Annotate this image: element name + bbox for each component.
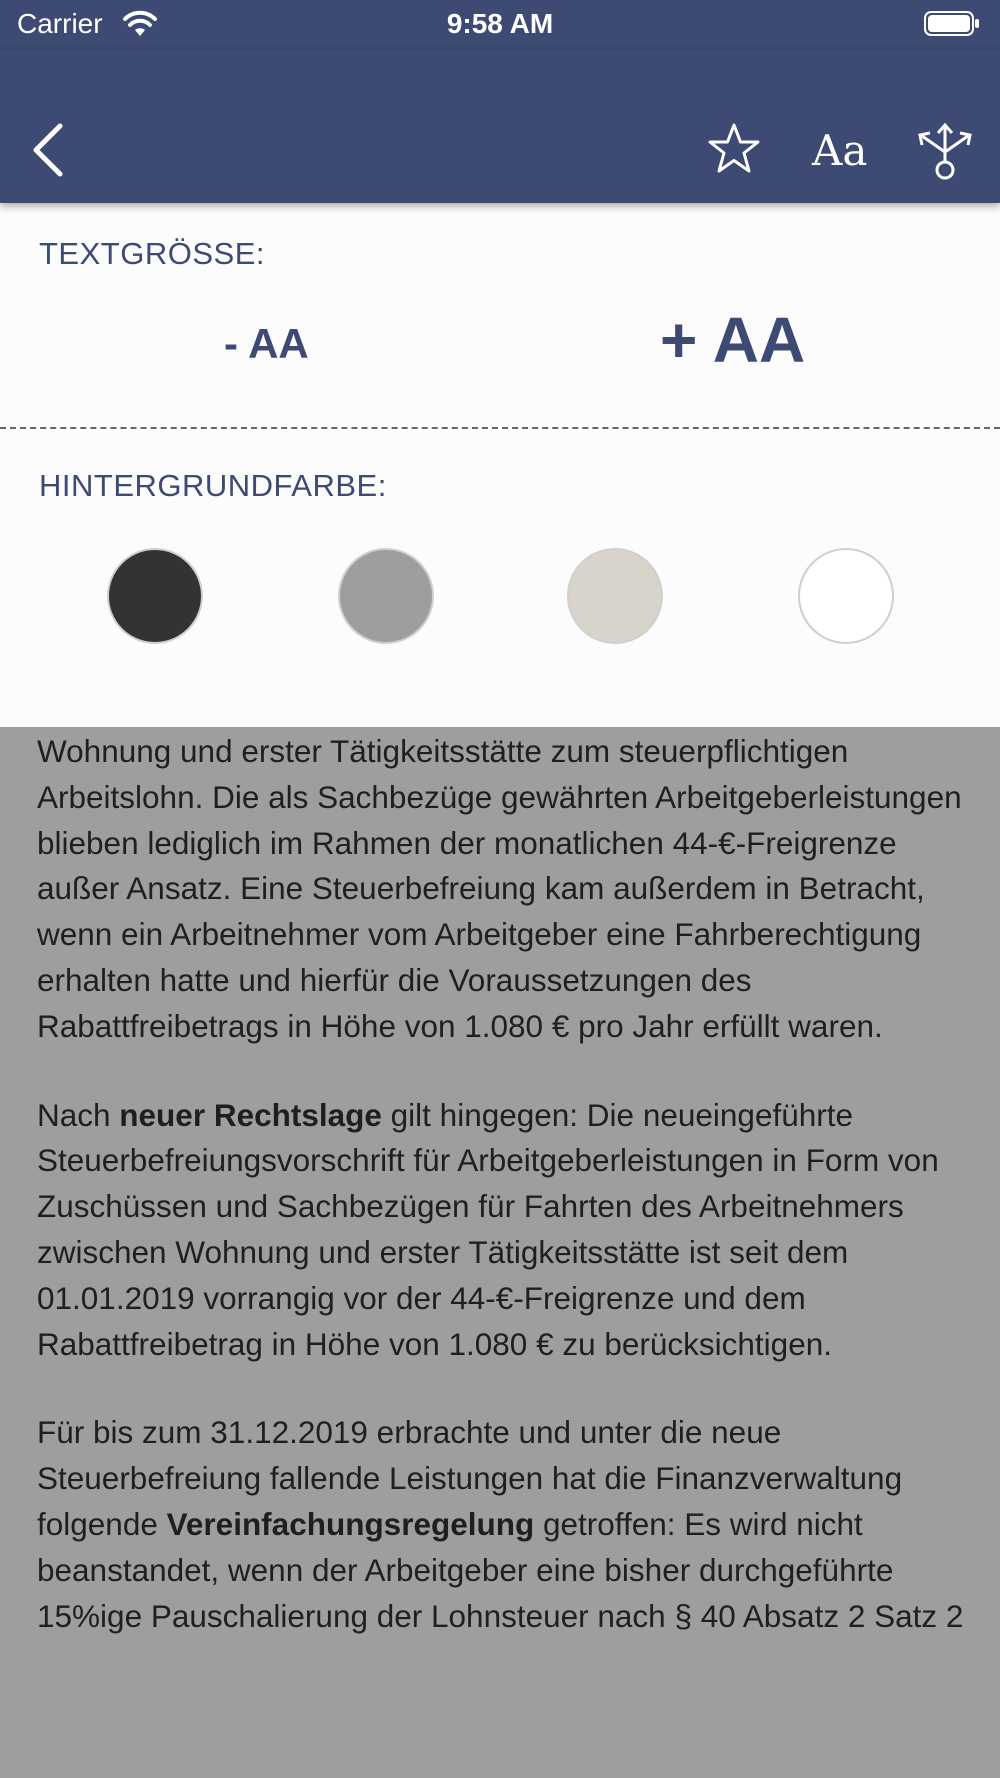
article-paragraph: Für bis zum 31.12.2019 erbrachte und unter die neue Steuerbefreiung fallende Leistungen hat die Finanzverwaltung folgende Vereinfachungsregelung getroffen: Es wird nicht beanstandet, wenn der Arbeitgeber eine bisher durchgeführte 15%ige Pauschalierung der Lohnsteuer nach § 40 Absatz 2 Satz 2 — [37, 1414, 964, 1634]
text-size-button[interactable]: Aa — [812, 126, 868, 175]
star-icon[interactable] — [706, 122, 762, 178]
text-size-heading: TEXTGRÖSSE: — [39, 236, 265, 271]
chevron-left-icon[interactable] — [28, 120, 70, 180]
swatch-beige[interactable] — [567, 548, 663, 644]
article-paragraph: Nach neuer Rechtslage gilt hingegen: Die neueingeführte Steuerbefreiungsvorschrift für Arbeitgeberleistungen in Form von Zuschüssen und Sachbezügen für Fahrten des Arbeitnehmers zwischen Wohnung und erster Tätigkeitsstätte ist seit dem 01.01.2019 vorrangig vor der 44-€-Freigrenze und dem Rabattfreibetrag in Höhe von 1.080 € zu berücksichtigen. — [37, 1096, 939, 1362]
background-color-heading: HINTERGRUNDFARBE: — [39, 468, 387, 503]
emphasis-text: Vereinfachungsregelung — [166, 1505, 535, 1542]
battery-icon — [924, 10, 980, 38]
emphasis-text: neuer Rechtslage — [119, 1096, 382, 1133]
reading-settings-panel — [0, 203, 1000, 727]
article-paragraph: Wohnung und erster Tätigkeitsstätte zum steuerpflichtigen Arbeitslohn. Die als Sachbezüge gewährten Arbeitgeberleistungen blieben lediglich im Rahmen der monatlichen 44-€-Freigrenze außer Ansatz. Eine Steuerbefreiung kam außerdem in Betracht, wenn ein Arbeitnehmer vom Arbeitgeber eine Fahrberechtigung erhalten hatte und hierfür die Voraussetzungen des Rabattfreibetrags in Höhe von 1.080 € pro Jahr erfüllt waren. — [37, 733, 962, 1044]
carrier-label: Carrier — [17, 8, 103, 39]
share-icon[interactable] — [914, 120, 976, 182]
increase-text-size-button[interactable]: + AA — [660, 304, 806, 376]
clock: 9:58 AM — [446, 8, 554, 39]
article-content — [37, 727, 967, 1682]
navigation-bar — [0, 50, 1000, 203]
swatch-gray[interactable] — [338, 548, 434, 644]
swatch-dark[interactable] — [107, 548, 203, 644]
swatch-white[interactable] — [798, 548, 894, 644]
status-bar — [0, 0, 1000, 50]
decrease-text-size-button[interactable]: - AA — [224, 320, 309, 367]
divider — [0, 427, 1000, 429]
